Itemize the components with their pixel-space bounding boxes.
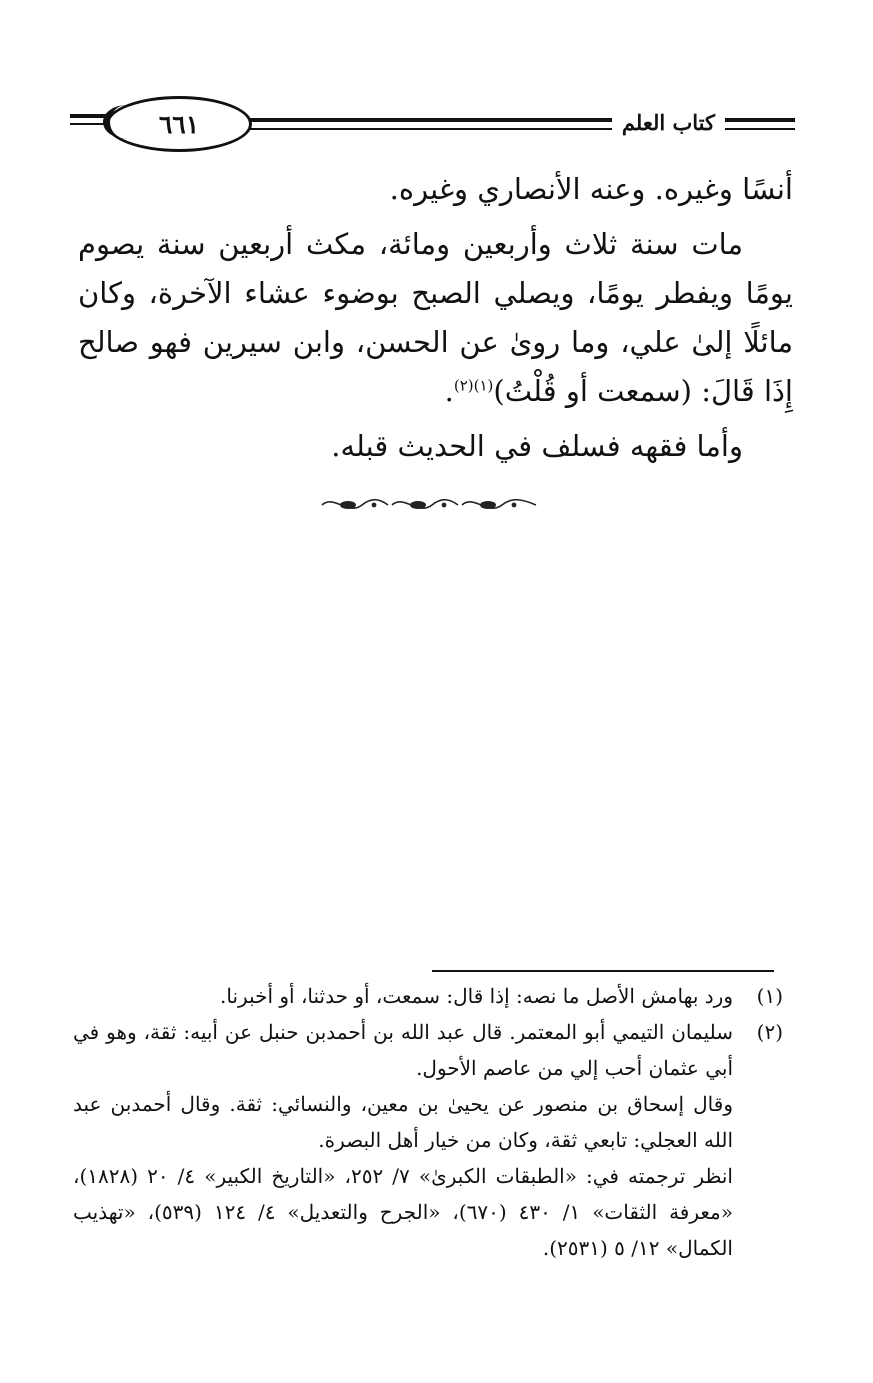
page-number: ٦٦١ <box>158 109 200 139</box>
footnote-2-continuation-2: انظر ترجمته في: «الطبقات الكبرىٰ» ٧/ ٢٥٢، «التاريخ الكبير» ٤/ ٢٠ (١٨٢٨)، «معرفة الثقات» ١/ ٤٣٠ (٦٧٠)، «الجرح والتعديل» ٤/ ١٢٤ (٥٣٩)، «تهذيب الكمال» ١٢/ ٥ (٢٥٣١). <box>73 1164 733 1260</box>
footnote-refs: (١)(٢) <box>453 376 494 395</box>
page-number-badge <box>106 96 252 152</box>
footnote-2-number: (٢) <box>756 1020 783 1044</box>
paragraph-2-text: مات سنة ثلاث وأربعين ومائة، مكث أربعين سنة يصوم يومًا ويفطر يومًا، ويصلي الصبح بوضوء عشاء الآخرة، وكان مائلًا إلىٰ علي، وما روىٰ عن الحسن، وابن سيرين فهو صالح إِذَا قَالَ: (سمعت أو قُلْتُ) <box>78 227 793 408</box>
paragraph-2 <box>78 220 793 416</box>
footnote-1-text: ورد بهامش الأصل ما نصه: إذا قال: سمعت، أو حدثنا، أو أخبرنا. <box>220 984 733 1008</box>
ornament-divider <box>318 490 540 520</box>
paragraph-2-period: . <box>444 374 454 408</box>
book-title: كتاب العلم <box>612 110 725 135</box>
paragraph-3: وأما فقهه فسلف في الحديث قبله. <box>331 429 743 463</box>
footnote-2-text: سليمان التيمي أبو المعتمر. قال عبد الله بن أحمدبن حنبل عن أبيه: ثقة، وهو في أبي عثمان أحب إلي من عاصم الأحول. <box>73 1020 733 1080</box>
paragraph-1: أنسًا وغيره. وعنه الأنصاري وغيره. <box>389 172 793 206</box>
footnote-1 <box>73 978 783 1014</box>
footnote-1-number: (١) <box>756 984 783 1008</box>
footnote-separator <box>432 970 774 972</box>
footnote-2 <box>73 1014 783 1086</box>
main-text <box>78 165 793 471</box>
footnote-2-continuation-1: وقال إسحاق بن منصور عن يحيىٰ بن معين، والنسائي: ثقة. وقال أحمدبن عبد الله العجلي: تابعي ثقة، وكان من خيار أهل البصرة. <box>73 1092 733 1152</box>
page-header <box>70 88 795 158</box>
footnotes <box>73 978 783 1266</box>
